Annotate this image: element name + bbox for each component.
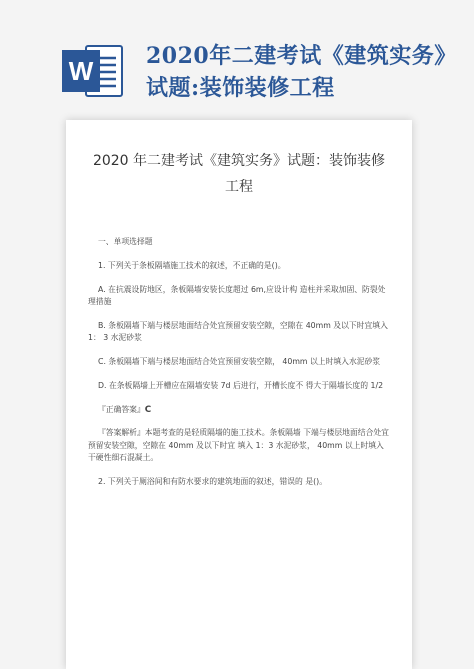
answer-value: C <box>144 404 152 415</box>
option-a: A. 在抗震设防地区，条板隔墙安装长度超过 6m,应设计构 造柱并采取加固、防裂处理措施 <box>88 284 386 306</box>
question-2: 2. 下列关于厕浴间和有防水要求的建筑地面的叙述，错误的 是()。 <box>98 477 327 486</box>
answer-analysis: 『答案解析』本题考查的是轻质隔墙的施工技术。条板隔墙 下端与楼层地面结合处宜预留安装空隙，空隙在 40mm 及以下时宜 填入 1：3 水泥砂浆， 40mm 以上时填入干硬性细石混凝土。 <box>88 428 389 463</box>
option-c: C. 条板隔墙下端与楼层地面结合处宜预留安装空隙， 40mm 以上时填入水泥砂浆 <box>98 357 381 366</box>
answer-label: 『正确答案』 <box>98 404 145 414</box>
document-page <box>66 120 412 669</box>
document-header <box>0 0 474 120</box>
page-title: 2020 年二建考试《建筑实务》试题：装饰装修工程 <box>92 153 386 195</box>
page-body <box>88 236 390 488</box>
answer-line <box>88 404 390 416</box>
option-b: B. 条板隔墙下端与楼层地面结合处宜预留安装空隙，空隙在 40mm 及以下时宜填入 1： 3 水泥砂浆 <box>88 320 388 343</box>
section-heading: 一、单项选择题 <box>98 237 153 246</box>
option-d: D. 在条板隔墙上开槽应在隔墙安装 7d 后进行，开槽长度不 得大于隔墙长度的 1/2 <box>98 380 384 390</box>
document-title: 2020年二建考试《建筑实务》试题:装饰装修工程 <box>146 43 446 101</box>
word-document-icon <box>60 42 126 100</box>
question-1: 1. 下列关于条板隔墙施工技术的叙述，不正确的是()。 <box>98 260 286 270</box>
svg-text:W: W <box>68 56 94 86</box>
